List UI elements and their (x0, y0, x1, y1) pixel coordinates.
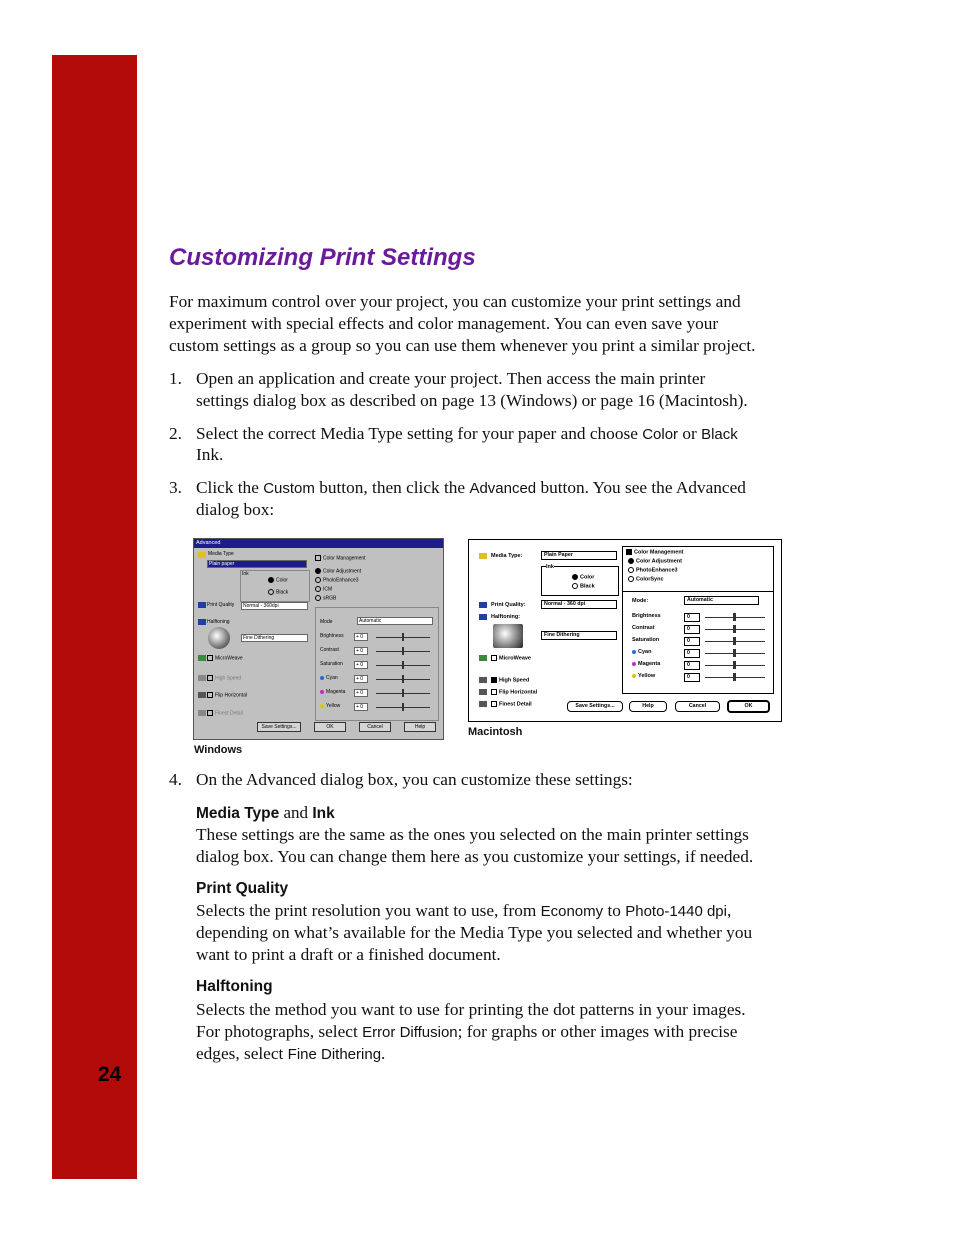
slider-knob[interactable] (733, 673, 736, 681)
slider-value-field[interactable]: 0 (684, 637, 700, 646)
slider-label: Saturation (320, 661, 343, 667)
slider-label: Saturation (632, 637, 660, 643)
print-quality-icon (198, 602, 206, 608)
slider-value-field[interactable]: + 0 (354, 703, 368, 711)
media-type-select[interactable]: Plain paper (207, 560, 307, 568)
slider-knob[interactable] (733, 661, 736, 669)
save-settings-button[interactable]: Save Settings... (257, 722, 301, 732)
color-dot-icon (632, 674, 636, 678)
slider-label: Magenta (320, 689, 345, 695)
microweave-checkbox[interactable]: MicroWeave (207, 655, 243, 661)
mode-label: Mode (320, 619, 333, 625)
finest-detail-checkbox[interactable]: Finest Detail (491, 701, 532, 707)
microweave-icon (198, 655, 206, 661)
color-dot-icon (320, 704, 324, 708)
ink-black-radio[interactable]: Black (268, 589, 288, 595)
srgb-radio[interactable]: sRGB (315, 595, 336, 601)
mode-select[interactable]: Automatic (357, 617, 433, 625)
slider-knob[interactable] (402, 647, 404, 655)
flip-horizontal-checkbox[interactable]: Flip Horizontal (207, 692, 247, 698)
step-3-line-1: Click the Custom button, then click the Advanced button. You see the Advanced (196, 478, 746, 497)
print-quality-label: Print Quality: (491, 602, 526, 608)
print-quality-line-1: Selects the print resolution you want to use, from Economy to Photo-1440 dpi, (196, 901, 732, 920)
colorsync-radio[interactable]: ColorSync (628, 576, 664, 582)
high-speed-icon (198, 675, 206, 681)
macintosh-advanced-dialog (468, 539, 782, 722)
step-1-number: 1. (169, 369, 182, 388)
color-dot-icon (320, 676, 324, 680)
intro-line-1: For maximum control over your project, you can customize your print settings and (169, 292, 741, 311)
slider-value-field[interactable]: 0 (684, 649, 700, 658)
slider-value-field[interactable]: + 0 (354, 633, 368, 641)
photoenhance-radio[interactable]: PhotoEnhance3 (628, 567, 678, 573)
intro-line-3: custom settings as a group so you can use them whenever you print a similar project. (169, 336, 756, 355)
ui-term-photo-1440: Photo-1440 dpi (625, 903, 727, 920)
ui-term-black: Black (701, 426, 738, 443)
print-quality-line-2: depending on what’s available for the Media Type you selected and whether you (196, 923, 753, 942)
halftoning-line-2: For photographs, select Error Diffusion; for graphs or other images with precise (196, 1022, 738, 1041)
step-2-line-2: Ink. (196, 445, 224, 464)
color-dot-icon (632, 650, 636, 654)
step-4-number: 4. (169, 770, 182, 789)
flip-horizontal-icon (479, 689, 487, 695)
step-1-line-1: Open an application and create your project. Then access the main printer (196, 369, 706, 388)
color-management-label: Color Management (315, 555, 366, 561)
color-dot-icon (320, 690, 324, 694)
high-speed-icon (479, 677, 487, 683)
microweave-checkbox[interactable]: MicroWeave (491, 655, 531, 661)
color-adjustment-radio[interactable]: Color Adjustment (315, 568, 361, 574)
print-quality-select[interactable]: Normal - 360 dpi (541, 600, 617, 609)
ui-term-advanced: Advanced (469, 480, 537, 497)
microweave-icon (479, 655, 487, 661)
high-speed-checkbox[interactable]: High Speed (207, 675, 241, 681)
cancel-button[interactable]: Cancel (359, 722, 391, 732)
slider-label: Magenta (632, 661, 660, 667)
media-type-label: Media Type (208, 551, 234, 557)
ink-group (240, 570, 310, 602)
halftoning-icon (198, 619, 206, 625)
ui-term-economy: Economy (540, 903, 604, 920)
halftoning-select[interactable]: Fine Dithering (541, 631, 617, 640)
photoenhance-radio[interactable]: PhotoEnhance3 (315, 577, 359, 583)
color-dot-icon (632, 662, 636, 666)
media-type-ink-line-2: dialog box. You can change them here as you customize your settings, if needed. (196, 847, 754, 866)
step-1-line-2: settings dialog box as described on page 13 (Windows) or page 16 (Macintosh). (196, 391, 748, 410)
halftoning-label: Halftoning: (491, 614, 521, 620)
step-2-line-1: Select the correct Media Type setting for your paper and choose Color or Black (196, 424, 738, 443)
side-bar (52, 55, 137, 1179)
print-quality-line-3: want to print a draft or a finished document. (196, 945, 501, 964)
ink-label: Ink (242, 571, 249, 577)
color-management-label: Color Management (626, 549, 684, 555)
page-number: 24 (98, 1063, 122, 1086)
ink-group (541, 566, 619, 596)
slider-knob[interactable] (402, 633, 404, 641)
slider-label: Yellow (632, 673, 655, 679)
halftoning-heading: Halftoning (196, 978, 273, 995)
flip-horizontal-checkbox[interactable]: Flip Horizontal (491, 689, 537, 695)
slider-value-field[interactable]: + 0 (354, 661, 368, 669)
slider-value-field[interactable]: 0 (684, 625, 700, 634)
finest-detail-icon (479, 701, 487, 707)
media-type-select[interactable]: Plain Paper (541, 551, 617, 560)
slider-value-field[interactable]: 0 (684, 661, 700, 670)
media-type-icon (479, 553, 487, 559)
slider-knob[interactable] (733, 625, 736, 633)
slider-knob[interactable] (402, 661, 404, 669)
slider-knob[interactable] (733, 613, 736, 621)
finest-detail-checkbox[interactable]: Finest Detail (207, 710, 243, 716)
slider-value-field[interactable]: + 0 (354, 675, 368, 683)
slider-value-field[interactable]: 0 (684, 673, 700, 682)
macintosh-caption: Macintosh (468, 726, 523, 738)
slider-label: Cyan (320, 675, 338, 681)
slider-label: Contrast (320, 647, 339, 653)
slider-knob[interactable] (733, 637, 736, 645)
ink-color-radio[interactable]: Color (268, 577, 288, 583)
icm-radio[interactable]: ICM (315, 586, 332, 592)
media-type-ink-heading: Media Type and Ink (196, 803, 335, 822)
halftoning-preview-image (493, 624, 523, 648)
flip-horizontal-icon (198, 692, 206, 698)
ink-black-radio[interactable]: Black (572, 583, 595, 589)
media-type-label: Media Type: (491, 553, 523, 559)
help-button[interactable]: Help (404, 722, 436, 732)
step-2-number: 2. (169, 424, 182, 443)
dialog-title-bar: Advanced (194, 539, 443, 548)
finest-detail-icon (198, 710, 206, 716)
save-settings-button[interactable]: Save Settings... (567, 701, 623, 712)
halftoning-line-1: Selects the method you want to use for printing the dot patterns in your images. (196, 1000, 746, 1019)
slider-knob[interactable] (402, 703, 404, 711)
ui-term-error-diffusion: Error Diffusion (362, 1024, 458, 1041)
step-3-number: 3. (169, 478, 182, 497)
halftoning-select[interactable]: Fine Dithering (241, 634, 308, 642)
ok-button[interactable]: OK (727, 700, 770, 713)
section-title: Customizing Print Settings (169, 244, 476, 271)
halftoning-preview-image (208, 627, 230, 649)
ink-color-radio[interactable]: Color (572, 574, 594, 580)
intro-line-2: experiment with special effects and color management. You can even save your (169, 314, 719, 333)
help-button[interactable]: Help (629, 701, 667, 712)
print-quality-heading: Print Quality (196, 880, 289, 897)
print-quality-select[interactable]: Normal - 360dpi (241, 602, 308, 610)
slider-knob[interactable] (402, 689, 404, 697)
cancel-button[interactable]: Cancel (675, 701, 720, 712)
windows-advanced-dialog (193, 538, 444, 740)
step-3-line-2: dialog box: (196, 500, 275, 519)
halftoning-line-3: edges, select Fine Dithering. (196, 1044, 386, 1063)
ui-term-custom: Custom (263, 480, 315, 497)
high-speed-checkbox[interactable]: High Speed (491, 677, 529, 683)
slider-label: Contrast (632, 625, 655, 631)
print-quality-icon (479, 602, 487, 608)
ui-term-color: Color (642, 426, 679, 443)
media-type-ink-line-1: These settings are the same as the ones you selected on the main printer settings (196, 825, 749, 844)
halftoning-icon (479, 614, 487, 620)
slider-label: Cyan (632, 649, 651, 655)
slider-label: Yellow (320, 703, 340, 709)
halftoning-label: Halftoning (207, 619, 230, 625)
slider-label: Brightness (632, 613, 661, 619)
slider-knob[interactable] (402, 675, 404, 683)
color-adjustment-radio[interactable]: Color Adjustment (628, 558, 682, 564)
slider-label: Brightness (320, 633, 344, 639)
slider-value-field[interactable]: + 0 (354, 647, 368, 655)
step-4-text: On the Advanced dialog box, you can customize these settings: (196, 770, 633, 789)
ui-term-fine-dithering: Fine Dithering (287, 1046, 382, 1063)
slider-value-field[interactable]: 0 (684, 613, 700, 622)
media-type-icon (198, 552, 206, 558)
windows-caption: Windows (194, 744, 243, 756)
mode-select[interactable]: Automatic (684, 596, 759, 605)
slider-knob[interactable] (733, 649, 736, 657)
mode-label: Mode: (632, 598, 649, 604)
ink-label: Ink (546, 564, 554, 570)
print-quality-label: Print Quality (207, 602, 235, 608)
ok-button[interactable]: OK (314, 722, 346, 732)
slider-value-field[interactable]: + 0 (354, 689, 368, 697)
